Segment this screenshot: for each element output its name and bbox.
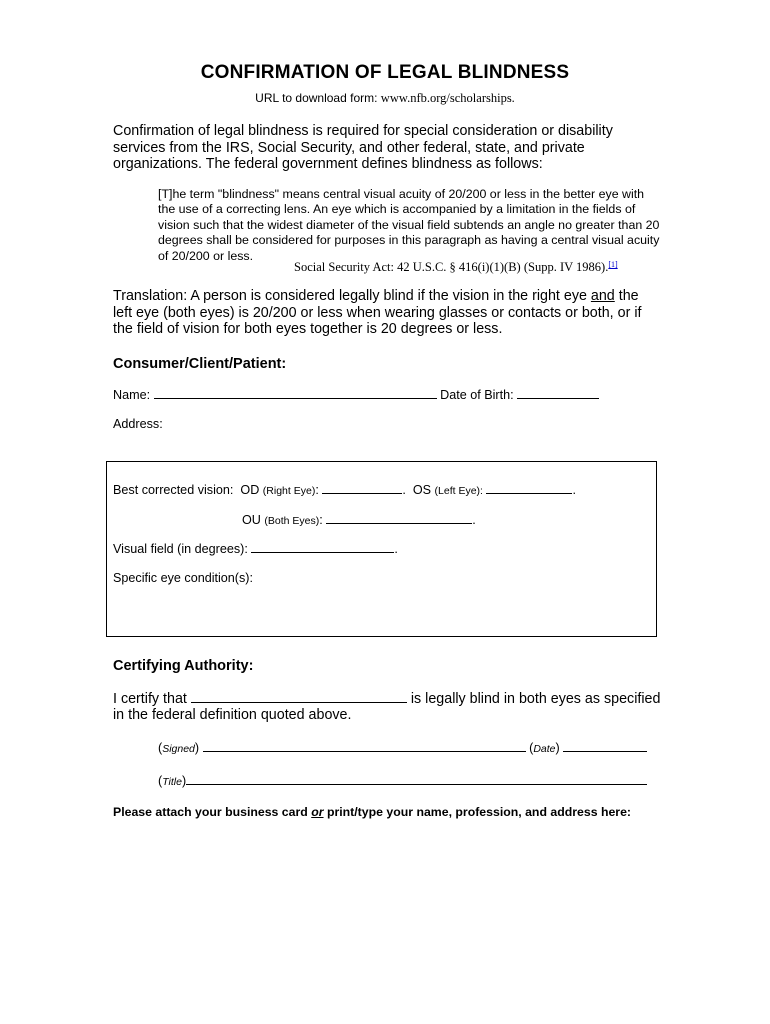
od-field[interactable]	[322, 482, 402, 494]
citation-text: Social Security Act: 42 U.S.C. § 416(i)(1)(B) (Supp. IV 1986).	[294, 260, 609, 274]
signed-label: Signed	[162, 743, 195, 755]
best-vision-label: Best corrected vision:	[113, 483, 234, 497]
certify-line-2: in the federal definition quoted above.	[113, 707, 352, 723]
address-label: Address:	[113, 417, 163, 431]
os-label: OS	[412, 483, 432, 497]
translation-text-1: Translation: A person is considered legally blind if the vision in the right eye	[113, 288, 591, 304]
name-row	[113, 387, 599, 402]
ou-field[interactable]	[326, 512, 472, 524]
certify-suffix: is legally blind in both eyes as specified	[410, 691, 661, 707]
name-field[interactable]	[154, 387, 437, 399]
certify-name-field[interactable]	[191, 690, 407, 703]
citation-footnote-link[interactable]: [1]	[608, 260, 618, 269]
ou-row: OU (Both Eyes): .	[242, 513, 476, 527]
name-label: Name:	[113, 388, 151, 402]
page-title: CONFIRMATION OF LEGAL BLINDNESS	[200, 62, 570, 83]
ou-label: OU	[242, 513, 261, 527]
title-row: (Title)	[158, 773, 647, 788]
dob-label: Date of Birth:	[440, 388, 514, 402]
citation	[294, 260, 618, 275]
signature-field[interactable]	[203, 740, 526, 752]
ou-sub-label: (Both Eyes)	[264, 515, 320, 527]
certify-line-1	[113, 690, 660, 708]
attach-instructions	[113, 805, 631, 819]
blindness-definition-quote: [T]he term "blindness" means central visual acuity of 20/200 or less in the better eye with the use of a correcting lens. An eye which is accompanied by a limitation in the fields of vision such that the widest diameter of the visual field subtends an angle no greater than 20 degrees shall be considered for purposes in this paragraph as having a central visual acuity of 20/200 or less.	[158, 187, 660, 263]
visual-field-row: Visual field (in degrees): .	[113, 542, 398, 556]
visual-field-label: Visual field (in degrees):	[113, 542, 248, 556]
title-field[interactable]	[186, 773, 647, 785]
intro-paragraph: Confirmation of legal blindness is required for special consideration or disability services from the IRS, Social Security, and other federal, state, and private organizations. The federal government defines blindness as follows:	[113, 123, 613, 172]
eye-condition-label: Specific eye condition(s):	[113, 571, 253, 585]
os-sub-label: (Left Eye):	[434, 485, 483, 497]
attach-or: or	[311, 805, 324, 819]
attach-text-2: print/type your name, profession, and address here:	[323, 805, 632, 819]
consumer-heading: Consumer/Client/Patient:	[113, 356, 287, 372]
certify-prefix: I certify that	[113, 691, 187, 707]
od-label: OD	[240, 483, 260, 497]
certifying-heading: Certifying Authority:	[113, 658, 254, 674]
signature-date-field[interactable]	[563, 740, 647, 752]
download-url-line	[0, 91, 770, 106]
best-vision-row: Best corrected vision: OD (Right Eye): . OS (Left Eye): .	[113, 483, 576, 497]
translation-emphasis: and	[590, 288, 615, 304]
title-label: Title	[162, 776, 182, 788]
url-label: URL to download form:	[255, 91, 378, 105]
signed-row: (Signed) (Date)	[158, 740, 647, 755]
translation-text-2: the left eye (both eyes) is 20/200 or less when wearing glasses or contacts or both, or if the field of vision for both eyes together is 20 degrees or less.	[113, 288, 642, 337]
os-field[interactable]	[486, 482, 572, 494]
visual-field-input[interactable]	[251, 541, 394, 553]
date-label: Date	[533, 743, 556, 755]
translation-paragraph	[113, 288, 661, 338]
attach-text-1: Please attach your business card	[113, 805, 312, 819]
url-link[interactable]: www.nfb.org/scholarships.	[380, 91, 515, 105]
dob-field[interactable]	[517, 387, 599, 399]
od-sub-label: (Right Eye)	[262, 485, 316, 497]
